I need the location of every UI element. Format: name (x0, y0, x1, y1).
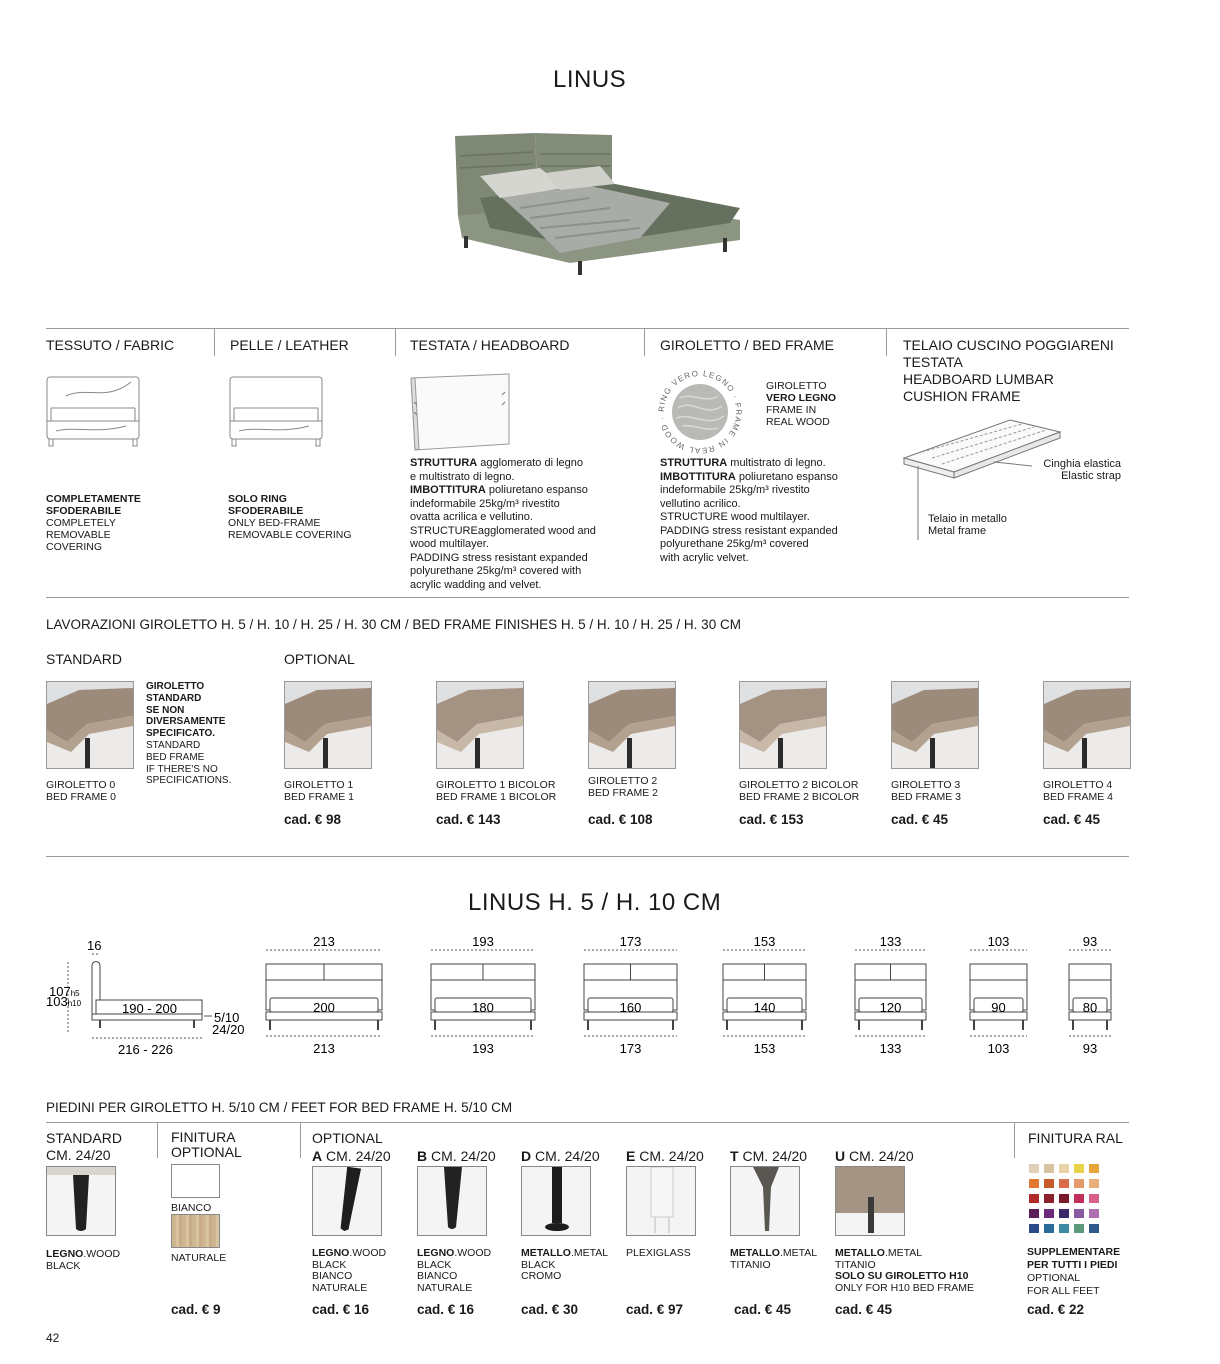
description-text: vellutino acrilico. (660, 497, 741, 510)
foot-image (626, 1166, 696, 1236)
foot-code-label (626, 1148, 704, 1164)
foot-code-label (521, 1148, 600, 1164)
foot-material-en: PLEXIGLASS (626, 1247, 691, 1259)
bedframe-finish-label (588, 775, 658, 799)
description-line (410, 552, 640, 566)
ral-swatch[interactable] (1089, 1179, 1099, 1188)
description-line (660, 471, 880, 485)
bedframe-finish-image (436, 681, 524, 769)
foot-price: cad. € 16 (417, 1302, 475, 1317)
bedframe-finish-image (739, 681, 827, 769)
description-text: e multistrato di legno. (410, 470, 515, 483)
foot-finish: NATURALE (417, 1281, 473, 1294)
description-text: STRUCTURE wood multilayer. (660, 511, 810, 523)
front-dim-top: 213 (313, 934, 335, 949)
ral-swatch[interactable] (1074, 1164, 1084, 1173)
finish-name-it: GIROLETTO 1 (284, 779, 354, 791)
standard-foot-price: cad. € 9 (171, 1302, 221, 1317)
front-dim-bottom: 173 (619, 1041, 642, 1056)
side-h2-suffix: h10 (67, 999, 82, 1008)
leather-icon (229, 376, 325, 448)
front-dim-top: 153 (753, 934, 776, 949)
foot-material-it: METALLO (730, 1247, 780, 1259)
description-text: poliuretano espanso (485, 484, 588, 496)
dimensions-heading: LINUS H. 5 / H. 10 CM (468, 889, 722, 916)
description-text: PADDING stress resistant expanded (660, 524, 838, 537)
description-line (660, 498, 880, 512)
foot-description (626, 1248, 691, 1260)
foot-description (417, 1248, 491, 1294)
foot-finish: BLACK (312, 1258, 347, 1271)
foot-material-en: .METAL (779, 1247, 818, 1259)
foot-code-label (835, 1148, 914, 1164)
foot-letter: D (521, 1148, 532, 1164)
headboard-icon (409, 372, 513, 452)
finish-natural-label: NATURALE (171, 1252, 227, 1264)
side-h2: 103 (46, 994, 68, 1009)
bedframe-finish-label (436, 779, 556, 803)
description-line (660, 525, 880, 539)
foot-image (417, 1166, 487, 1236)
foot-price: cad. € 16 (312, 1302, 370, 1317)
foot-material-it: LEGNO (312, 1247, 350, 1259)
finish-name-it: GIROLETTO 2 BICOLOR (739, 779, 859, 791)
front-dim-bottom: 93 (1082, 1041, 1098, 1056)
page-title: LINUS (553, 66, 627, 93)
ral-price: cad. € 22 (1027, 1302, 1085, 1317)
foot-price: cad. € 45 (835, 1302, 893, 1317)
description-line (410, 471, 640, 485)
side-frame-h: 5/10 (214, 1010, 240, 1025)
description-text: indeformabile 25kg/m³ rivestito (660, 484, 810, 496)
bedframe-finish-image (46, 681, 134, 769)
bedframe-finish-price: cad. € 108 (588, 812, 653, 827)
finish-name-en: BED FRAME 0 (46, 791, 117, 803)
foot-material-en: .WOOD (349, 1247, 387, 1259)
foot-size: CM. 24/20 (322, 1148, 391, 1164)
description-text: STRUCTUREagglomerated wood and (410, 524, 596, 537)
foot-finish: BLACK (417, 1258, 452, 1271)
bedframe-heading: GIROLETTO / BED FRAME (660, 337, 835, 353)
front-dim-bottom: 213 (313, 1041, 335, 1056)
side-top-dim: 16 (87, 938, 102, 953)
foot-description (730, 1248, 817, 1271)
foot-finish: BLACK (521, 1258, 556, 1271)
side-total: 216 - 226 (118, 1042, 173, 1057)
description-text: ovatta acrilica e vellutino. (410, 511, 533, 523)
real-wood-label: GIROLETTO VERO LEGNO FRAME IN REAL WOOD (766, 380, 837, 428)
bedframe-finish-label (891, 779, 961, 803)
ral-swatch[interactable] (1044, 1164, 1054, 1173)
foot-letter: B (417, 1148, 428, 1164)
page-number: 42 (46, 1331, 60, 1345)
description-bold: IMBOTTITURA (410, 484, 486, 496)
finish-white-label: BIANCO (171, 1202, 212, 1214)
description-bold: STRUTTURA (410, 457, 478, 469)
bedframe-finish-image (588, 681, 676, 769)
front-dim-inner: 120 (879, 1000, 902, 1015)
description-text: polyurethane 25kg/m³ covered with (410, 565, 582, 577)
finish-name-en: BED FRAME 1 BICOLOR (436, 791, 557, 803)
description-line (410, 538, 640, 552)
ral-swatch[interactable] (1059, 1164, 1069, 1173)
foot-material-en: .METAL (884, 1247, 923, 1259)
ral-swatch[interactable] (1089, 1209, 1099, 1218)
bedframe-finish-image (891, 681, 979, 769)
foot-finish: BIANCO (312, 1270, 353, 1282)
description-text: poliuretano espanso (735, 470, 838, 483)
foot-letter: E (626, 1148, 636, 1164)
description-bold: STRUTTURA (660, 457, 728, 469)
front-dim-inner: 80 (1082, 1000, 1098, 1015)
foot-code-label (417, 1148, 496, 1164)
ral-swatch[interactable] (1044, 1209, 1054, 1218)
foot-note-it: SOLO SU GIROLETTO H10 (835, 1270, 969, 1282)
finish-name-en: BED FRAME 2 BICOLOR (739, 791, 860, 803)
foot-size: CM. 24/20 (635, 1148, 704, 1164)
front-dim-bottom: 193 (472, 1041, 494, 1056)
ral-swatch[interactable] (1059, 1179, 1069, 1188)
foot-material-it: METALLO (521, 1247, 571, 1259)
standard-note: GIROLETTO STANDARD SE NON DIVERSAMENTE SPECIFICATO. STANDARD BED FRAME IF THERE'S NO SPECIFICATIONS. (146, 681, 232, 787)
front-views (0, 932, 1220, 1060)
description-text: with acrylic velvet. (660, 551, 749, 564)
foot-size: CM. 24/20 (531, 1148, 600, 1164)
ral-desc: SUPPLEMENTARE PER TUTTI I PIEDI OPTIONAL FOR ALL FEET (1027, 1246, 1121, 1297)
ral-swatch[interactable] (1044, 1224, 1054, 1233)
bedframe-description (660, 457, 880, 565)
bedframe-finish-image (284, 681, 372, 769)
foot-finish: TITANIO (730, 1258, 771, 1271)
finish-name-en: BED FRAME 1 (284, 791, 355, 803)
foot-material-en: .METAL (570, 1247, 609, 1259)
description-text: PADDING stress resistant expanded (410, 551, 588, 564)
description-line (410, 498, 640, 512)
foot-description (521, 1248, 608, 1283)
fabric-heading: TESSUTO / FABRIC (46, 337, 175, 353)
bedframe-finish-label (1043, 779, 1113, 803)
foot-material-it: LEGNO (417, 1247, 455, 1259)
description-text: acrylic wadding and velvet. (410, 578, 542, 591)
finish-name-it: GIROLETTO 0 (46, 779, 116, 791)
foot-code-label (312, 1148, 391, 1164)
finish-name-en: BED FRAME 2 (588, 787, 659, 799)
foot-finish: CROMO (521, 1270, 562, 1282)
ral-swatch[interactable] (1089, 1224, 1099, 1233)
front-dim-bottom: 153 (753, 1041, 776, 1056)
finish-natural-swatch[interactable] (171, 1214, 220, 1248)
front-dim-inner: 160 (619, 1000, 642, 1015)
foot-letter: T (730, 1148, 739, 1164)
feet-optional-label: OPTIONAL (312, 1130, 383, 1146)
side-h1-suffix: h5 (70, 989, 80, 998)
description-line (410, 457, 640, 471)
front-dim-inner: 200 (313, 1000, 335, 1015)
ral-swatch[interactable] (1029, 1179, 1039, 1188)
front-dim-top: 193 (472, 934, 494, 949)
ral-swatch[interactable] (1029, 1224, 1039, 1233)
bedframe-finish-price: cad. € 153 (739, 812, 804, 827)
bedframe-finish-label (46, 779, 116, 803)
ral-swatch[interactable] (1029, 1209, 1039, 1218)
ral-swatch[interactable] (1059, 1194, 1069, 1203)
front-dim-inner: 140 (753, 1000, 776, 1015)
cushion-heading: TELAIO CUSCINO POGGIARENI TESTATA HEADBOARD LUMBAR CUSHION FRAME (903, 337, 1114, 404)
foot-finish: BIANCO (417, 1270, 458, 1282)
foot-finish: TITANIO (835, 1258, 876, 1271)
foot-image (521, 1166, 591, 1236)
finish-name-it: GIROLETTO 2 (588, 775, 658, 787)
finish-name-it: GIROLETTO 1 BICOLOR (436, 779, 556, 791)
feet-standard-label: STANDARD CM. 24/20 (46, 1130, 122, 1163)
ral-swatch[interactable] (1089, 1164, 1099, 1173)
description-line (410, 511, 640, 525)
elastic-strap-label: Cinghia elastica Elastic strap (1043, 458, 1121, 482)
bedframe-finish-price: cad. € 98 (284, 812, 342, 827)
front-dim-inner: 180 (472, 1000, 494, 1015)
front-dim-top: 93 (1082, 934, 1098, 949)
front-dim-bottom: 133 (879, 1041, 902, 1056)
foot-description (312, 1248, 386, 1294)
front-dim-top: 173 (619, 934, 642, 949)
description-line (410, 565, 640, 579)
description-line (410, 525, 640, 539)
metal-frame-label: Telaio in metallo Metal frame (928, 513, 1007, 537)
ral-swatch[interactable] (1044, 1194, 1054, 1203)
ral-swatch[interactable] (1089, 1194, 1099, 1203)
ral-swatch[interactable] (1074, 1209, 1084, 1218)
description-text: multistrato di legno. (727, 457, 826, 469)
description-text: polyurethane 25kg/m³ covered (660, 538, 809, 550)
foot-image (835, 1166, 905, 1236)
ral-swatch[interactable] (1074, 1194, 1084, 1203)
feet-finish-label: FINITURA OPTIONAL (171, 1129, 242, 1160)
foot-image (730, 1166, 800, 1236)
description-text: wood multilayer. (410, 538, 489, 550)
bedframe-finish-price: cad. € 143 (436, 812, 501, 827)
description-line (660, 484, 880, 498)
description-line (660, 538, 880, 552)
ral-swatch[interactable] (1074, 1224, 1084, 1233)
ral-swatch[interactable] (1029, 1164, 1039, 1173)
headboard-description (410, 457, 640, 592)
finish-name-it: GIROLETTO 3 (891, 779, 961, 791)
finish-name-en: BED FRAME 4 (1043, 791, 1114, 803)
leather-heading: PELLE / LEATHER (230, 337, 349, 353)
foot-price: cad. € 45 (734, 1302, 792, 1317)
ral-swatch[interactable] (1059, 1224, 1069, 1233)
ral-swatch[interactable] (1044, 1179, 1054, 1188)
foot-material-it: METALLO (835, 1247, 885, 1259)
finish-white-swatch[interactable] (171, 1164, 220, 1198)
description-line (410, 484, 640, 498)
bedframe-finish-label (739, 779, 859, 803)
description-line (660, 457, 880, 471)
foot-image (312, 1166, 382, 1236)
finishes-heading: LAVORAZIONI GIROLETTO H. 5 / H. 10 / H. 25 / H. 30 CM / BED FRAME FINISHES H. 5 / H. 10 / H. 25 / H. 30 CM (46, 617, 741, 632)
bedframe-finish-price: cad. € 45 (1043, 812, 1101, 827)
seal-text: RING VERO LEGNO · FRAME IN REAL WOOD · (656, 368, 744, 456)
bedframe-finish-label (284, 779, 354, 803)
foot-material-en: .WOOD (454, 1247, 492, 1259)
foot-letter: A (312, 1148, 323, 1164)
foot-price: cad. € 97 (626, 1302, 684, 1317)
ral-label: FINITURA RAL (1028, 1130, 1123, 1146)
ral-swatch[interactable] (1029, 1194, 1039, 1203)
finishes-optional-label: OPTIONAL (284, 651, 355, 667)
fabric-icon (46, 376, 142, 448)
real-wood-seal-icon (656, 368, 744, 456)
headboard-heading: TESTATA / HEADBOARD (410, 337, 570, 353)
foot-note-en: ONLY FOR H10 BED FRAME (835, 1281, 975, 1294)
description-bold: IMBOTTITURA (660, 470, 736, 483)
bed-hero-image (440, 128, 750, 278)
foot-code-label (730, 1148, 807, 1164)
foot-price: cad. € 30 (521, 1302, 579, 1317)
standard-foot-image (46, 1166, 116, 1236)
finishes-standard-label: STANDARD (46, 651, 122, 667)
finish-name-en: BED FRAME 3 (891, 791, 962, 803)
foot-size: CM. 24/20 (427, 1148, 496, 1164)
foot-size: CM. 24/20 (845, 1148, 914, 1164)
foot-description (835, 1248, 974, 1294)
standard-foot-desc: LEGNO.WOOD BLACK (46, 1248, 121, 1272)
foot-size: CM. 24/20 (738, 1148, 808, 1164)
side-h1: 107 (49, 984, 71, 999)
foot-letter: U (835, 1148, 846, 1164)
front-dim-bottom: 103 (987, 1041, 1010, 1056)
leather-description: SOLO RING SFODERABILE ONLY BED-FRAME REMOVABLE COVERING (228, 493, 352, 541)
description-line (660, 511, 880, 525)
feet-heading: PIEDINI PER GIROLETTO H. 5/10 CM / FEET FOR BED FRAME H. 5/10 CM (46, 1100, 513, 1115)
description-line (660, 552, 880, 566)
bedframe-finish-image (1043, 681, 1131, 769)
side-length: 190 - 200 (122, 1001, 177, 1016)
description-text: agglomerato di legno (477, 457, 584, 469)
finish-name-it: GIROLETTO 4 (1043, 779, 1113, 791)
fabric-description: COMPLETAMENTE SFODERABILE COMPLETELY REMOVABLE COVERING (46, 493, 141, 553)
ral-swatch[interactable] (1059, 1209, 1069, 1218)
bedframe-finish-price: cad. € 45 (891, 812, 949, 827)
front-dim-inner: 90 (991, 1000, 1006, 1015)
ral-swatch[interactable] (1074, 1179, 1084, 1188)
front-dim-top: 133 (879, 934, 902, 949)
foot-finish: NATURALE (312, 1281, 368, 1294)
front-dim-top: 103 (987, 934, 1010, 949)
description-line (410, 579, 640, 593)
side-leg-h: 24/20 (212, 1022, 245, 1037)
description-text: indeformabile 25kg/m³ rivestito (410, 497, 560, 510)
